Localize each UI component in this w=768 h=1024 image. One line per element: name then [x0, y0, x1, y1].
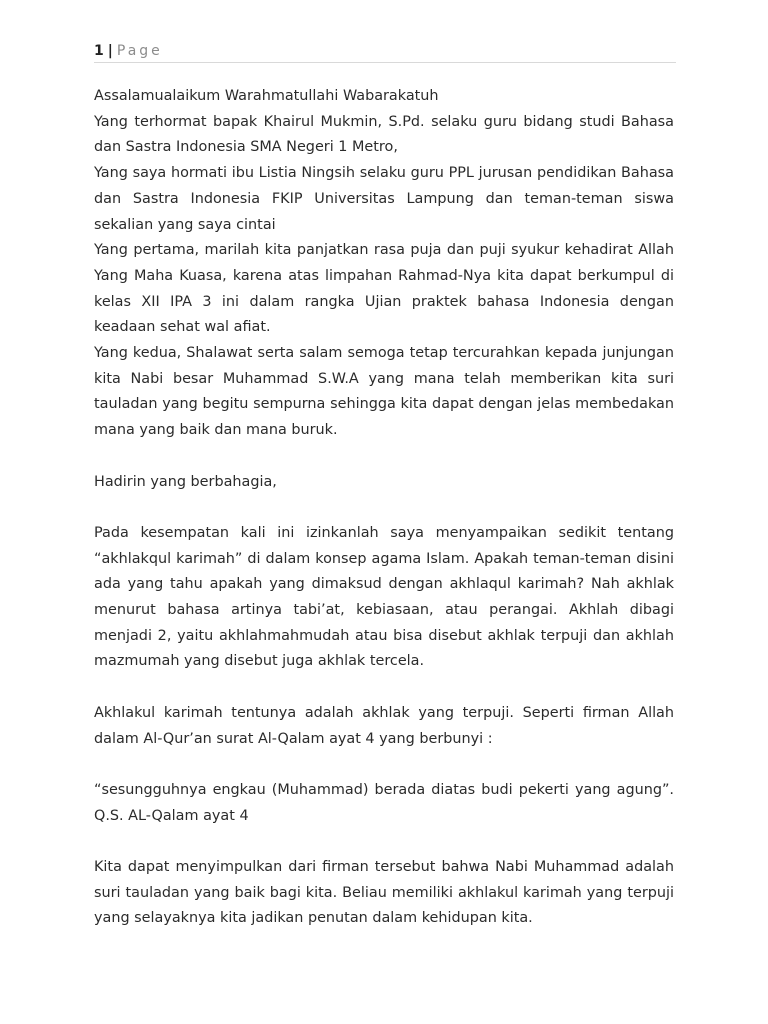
salutation-ppl-paragraph: Yang saya hormati ibu Listia Ningsih selaku guru PPL jurusan pendidikan Bahasa dan Sastra Indonesia FKIP Universitas Lampung dan teman-teman siswa sekalian yang saya cintai: [94, 165, 674, 233]
page-header: [94, 40, 676, 63]
audience-address-paragraph: Hadirin yang berbahagia,: [94, 473, 277, 490]
topic-intro-paragraph: Pada kesempatan kali ini izinkanlah saya menyampaikan sedikit tentang “akhlakqul karimah” di dalam konsep agama Islam. Apakah teman-teman disini ada yang tahu apakah yang dimaksud dengan akhlaqul karimah? Nah akhlak menurut bahasa artinya tabi’at, kebiasaan, atau perangai. Akhlah dibagi menjadi 2, yaitu akhlahmahmudah atau bisa disebut akhlak terpuji dan akhlah mazmumah yang disebut juga akhlak tercela.: [94, 524, 674, 670]
page-label: Page: [116, 43, 163, 59]
first-point-paragraph: Yang pertama, marilah kita panjatkan rasa puja dan puji syukur kehadirat Allah Yang Maha Kuasa, karena atas limpahan Rahmad-Nya kita dapat berkumpul di kelas XII IPA 3 ini dalam rangka Ujian praktek bahasa Indonesia dengan keadaan sehat wal afiat.: [94, 242, 674, 336]
page-number: 1: [94, 43, 104, 59]
second-point-paragraph: Yang kedua, Shalawat serta salam semoga tetap tercurahkan kepada junjungan kita Nabi besar Muhammad S.W.A yang mana telah memberikan kita suri tauladan yang begitu sempurna sehingga kita dapat dengan jelas membedakan mana yang baik dan mana buruk.: [94, 345, 674, 439]
header-separator: |: [107, 43, 113, 59]
akhlakul-karimah-paragraph: Akhlakul karimah tentunya adalah akhlak yang terpuji. Seperti firman Allah dalam Al-Qur’an surat Al-Qalam ayat 4 yang berbunyi :: [94, 704, 674, 747]
salutation-teacher-paragraph: Yang terhormat bapak Khairul Mukmin, S.Pd. selaku guru bidang studi Bahasa dan Sastra Indonesia SMA Negeri 1 Metro,: [94, 113, 674, 156]
quran-quote-paragraph: “sesungguhnya engkau (Muhammad) berada diatas budi pekerti yang agung”. Q.S. AL-Qalam ayat 4: [94, 781, 674, 824]
greeting-paragraph: Assalamualaikum Warahmatullahi Wabarakatuh: [94, 88, 439, 104]
conclusion-paragraph: Kita dapat menyimpulkan dari firman tersebut bahwa Nabi Muhammad adalah suri tauladan yang baik bagi kita. Beliau memiliki akhlakul karimah yang terpuji yang selayaknya kita jadikan penutan dalam kehidupan kita.: [94, 859, 674, 927]
document-body: [94, 84, 674, 932]
